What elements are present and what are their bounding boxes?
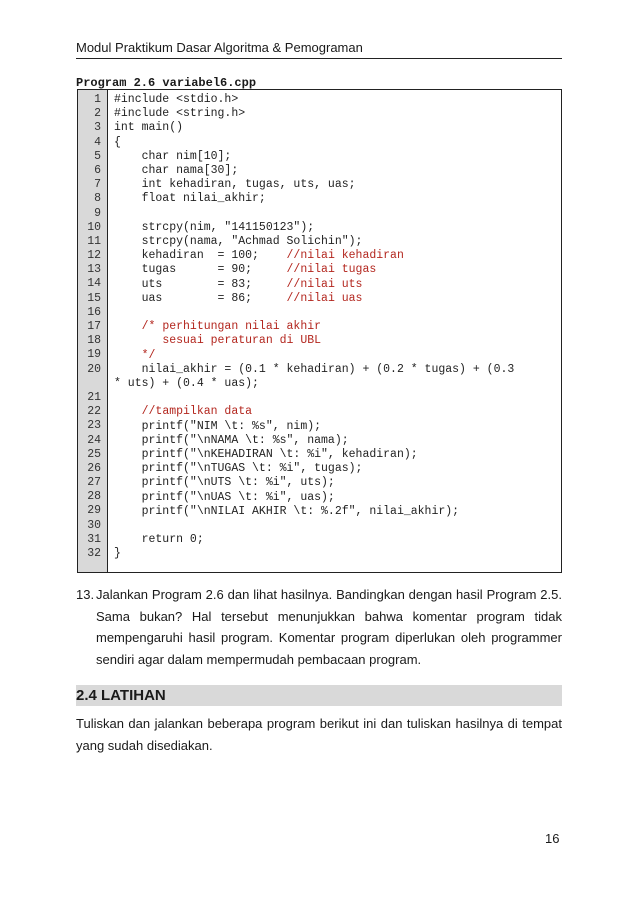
code-text: nilai_akhir = (0.1 * kehadiran) + (0.2 * tugas) + (0.3 * uts) + (0.4 * uas); (114, 362, 515, 391)
code-line (114, 519, 561, 533)
code-line (114, 363, 561, 391)
code-text: uas = 86; (114, 291, 287, 305)
code-line (114, 292, 561, 306)
code-text: #include <string.h> (114, 107, 246, 121)
line-number: 2 (94, 107, 101, 121)
code-line (114, 476, 561, 490)
code-text: tugas = 90; (114, 263, 287, 277)
code-body (108, 90, 561, 572)
line-number: 13 (87, 263, 101, 277)
code-line (114, 391, 561, 405)
code-line (114, 405, 561, 419)
page-number: 16 (545, 831, 560, 846)
line-number: 5 (94, 149, 101, 163)
line-number: 7 (94, 178, 101, 192)
line-number: 27 (87, 476, 101, 490)
line-number: 29 (87, 504, 101, 518)
code-text: printf("\nKEHADIRAN \t: %i", kehadiran); (114, 448, 418, 462)
code-text: #include <stdio.h> (114, 93, 239, 106)
code-text (114, 349, 142, 362)
code-line (114, 420, 561, 434)
code-line (114, 107, 561, 121)
code-comment: /* perhitungan nilai akhir (141, 320, 322, 334)
section-title: 2.4 LATIHAN (76, 687, 166, 704)
code-line (114, 150, 561, 164)
code-line (114, 349, 561, 363)
code-line (114, 448, 561, 462)
line-number: 18 (87, 334, 101, 348)
code-comment: //tampilkan data (141, 405, 253, 419)
code-text: int main() (114, 121, 184, 135)
code-line (114, 263, 561, 277)
code-line (114, 192, 561, 206)
line-number: 21 (87, 390, 101, 404)
line-number: 11 (87, 234, 101, 248)
code-text: printf("\nTUGAS \t: %i", tugas); (114, 462, 363, 476)
line-number: 17 (87, 320, 101, 333)
code-text: printf("\nUTS \t: %i", uts); (114, 476, 335, 490)
code-line (114, 491, 561, 505)
line-number: 4 (94, 135, 101, 149)
code-line (114, 434, 561, 448)
line-number: 3 (94, 121, 101, 135)
line-number: 6 (94, 163, 101, 177)
code-text: printf("NIM \t: %s", nim); (114, 419, 322, 433)
code-text: strcpy(nama, "Achmad Solichin"); (114, 235, 363, 249)
line-number: 19 (87, 348, 101, 362)
code-line (114, 505, 561, 519)
code-line (114, 221, 561, 235)
code-line (114, 207, 561, 221)
step-13 (76, 584, 562, 670)
code-line (114, 249, 561, 263)
code-comment: //nilai uas (286, 291, 363, 305)
code-text: } (114, 547, 121, 561)
code-text: printf("\nUAS \t: %i", uas); (114, 490, 335, 504)
page-header-title: Modul Praktikum Dasar Algoritma & Pemograman (76, 40, 363, 55)
code-text: char nama[30]; (114, 164, 239, 178)
code-line (114, 136, 561, 150)
code-line (114, 306, 561, 320)
line-number: 14 (87, 277, 101, 291)
code-line (114, 320, 561, 334)
header-divider (76, 58, 562, 59)
line-number: 28 (87, 490, 101, 504)
code-line (114, 93, 561, 107)
code-text: return 0; (114, 533, 204, 547)
code-line (114, 121, 561, 135)
code-text: strcpy(nim, "141150123"); (114, 220, 315, 234)
line-number: 31 (87, 532, 101, 546)
code-text: char nim[10]; (114, 149, 232, 163)
program-caption: Program 2.6 variabel6.cpp (76, 76, 257, 90)
line-number: 24 (87, 433, 101, 447)
code-line (114, 533, 561, 547)
line-number: 1 (94, 93, 101, 106)
line-number: 30 (87, 518, 101, 532)
code-text (114, 320, 142, 333)
step-text: Jalankan Program 2.6 dan lihat hasilnya. Bandingkan dengan hasil Program 2.5. Sama bukan? Hal tersebut menunjukkan bahwa komentar program tidak mempengaruhi hasil program. Komentar program diperlukan oleh programmer sendiri agar dalam mempermudah pembacaan program. (96, 587, 562, 667)
code-listing (77, 89, 562, 573)
code-line (114, 278, 561, 292)
line-number: 10 (87, 220, 101, 234)
line-number: 22 (87, 405, 101, 419)
code-text: uts = 83; (114, 277, 287, 291)
code-text: printf("\nNAMA \t: %s", nama); (114, 433, 349, 447)
line-number: 32 (87, 547, 101, 561)
line-number: 23 (87, 419, 101, 433)
line-number: 25 (87, 447, 101, 461)
code-text (114, 334, 162, 347)
line-number: 16 (87, 305, 101, 319)
line-number: 12 (87, 249, 101, 263)
line-number-gutter (78, 90, 108, 572)
code-line (114, 547, 561, 561)
line-number: 26 (87, 461, 101, 475)
code-line (114, 462, 561, 476)
code-text: float nilai_akhir; (114, 192, 266, 206)
code-line (114, 235, 561, 249)
line-number: 20 (87, 362, 101, 376)
line-number: 8 (94, 192, 101, 206)
code-comment: */ (141, 348, 156, 362)
section-paragraph: Tuliskan dan jalankan beberapa program berikut ini dan tuliskan hasilnya di tempat yang sudah disediakan. (76, 716, 562, 753)
code-line (114, 334, 561, 348)
code-comment: sesuai peraturan di UBL (162, 334, 322, 348)
code-text: kehadiran = 100; (114, 249, 287, 263)
code-line (114, 178, 561, 192)
code-text: { (114, 135, 121, 149)
code-text (114, 405, 142, 418)
code-comment: //nilai tugas (286, 263, 377, 277)
code-text: int kehadiran, tugas, uts, uas; (114, 178, 356, 192)
line-number: 15 (87, 291, 101, 305)
line-number: 9 (94, 206, 101, 220)
step-number: 13. (76, 587, 95, 602)
code-text: printf("\nNILAI AKHIR \t: %.2f", nilai_akhir); (114, 504, 460, 518)
code-comment: //nilai kehadiran (286, 249, 404, 263)
code-line (114, 164, 561, 178)
code-comment: //nilai uts (286, 277, 363, 291)
